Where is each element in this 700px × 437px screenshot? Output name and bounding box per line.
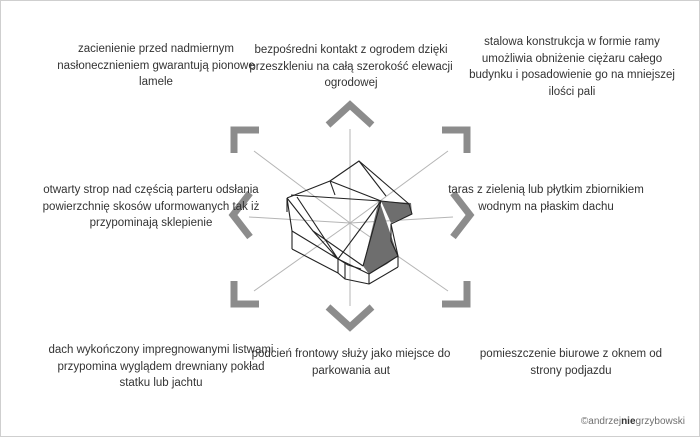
- arrow-down-left-icon: [234, 281, 259, 304]
- note-left: otwarty strop nad częścią parteru odsłania powierzchnię skosów uformowanych tak iż przypominają sklepienie: [42, 184, 260, 229]
- note-top: bezpośredni kontakt z ogrodem dzięki przeszkleniu na całą szerokość elewacji ogrodowej: [249, 44, 453, 89]
- arrow-up-icon: [328, 105, 372, 125]
- ray-lines: [249, 129, 453, 306]
- ray-down-right: [350, 223, 448, 291]
- credit-part-3: grzybowski: [635, 416, 685, 427]
- note-right: taras z zielenią lub płytkim zbiornikiem wodnym na płaskim dachu: [448, 184, 644, 213]
- note-bottom-left: dach wykończony impregnowanymi listwami przypomina wyglądem drewniany pokład statku lub jachtu: [48, 344, 274, 389]
- note-bottom-right: pomieszczenie biurowe z oknem od strony podjazdu: [479, 348, 663, 377]
- note-bottom: podcień frontowy służy jako miejsce do parkowania aut: [251, 348, 451, 377]
- note-top-right: stalowa konstrukcja w formie ramy umożliwia obniżenie ciężaru całego budynku i posadowienie go na mniejszej ilości pali: [469, 36, 675, 98]
- arrow-down-icon: [328, 307, 372, 327]
- arrow-up-right-icon: [442, 130, 467, 153]
- note-top-left: zacienienie przed nadmiernym nasłonecznieniem gwarantują pionowe lamele: [57, 43, 255, 88]
- roof-edge: [359, 161, 386, 196]
- author-credit: [581, 416, 685, 427]
- arrow-up-left-icon: [234, 130, 259, 153]
- copyright-symbol: ©: [580, 416, 589, 427]
- credit-part-1: andrzej: [588, 416, 622, 427]
- credit-part-2: nie: [621, 416, 636, 427]
- arrow-down-right-icon: [442, 281, 467, 304]
- roof-edge: [297, 197, 338, 259]
